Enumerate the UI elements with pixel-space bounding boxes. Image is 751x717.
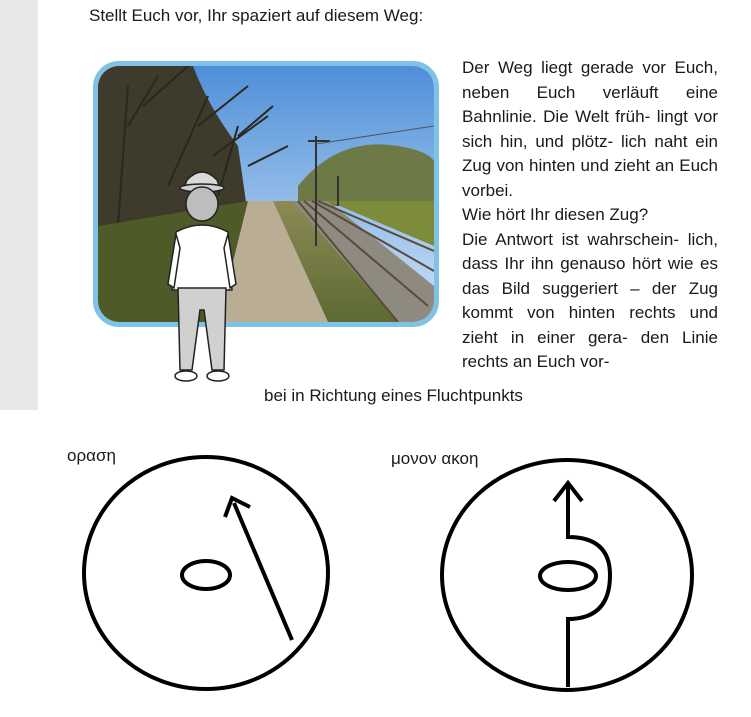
story-line: eine Bahnlinie. Die Welt früh- [462,82,718,126]
story-line: der Zug kommt von hinten [462,278,718,322]
story-line: und zieht an Euch vorbei. [462,156,718,200]
hearing-diagram [440,455,695,700]
story-line: wie es das Bild suggeriert – [462,254,718,298]
hearing-listener-ellipse [540,562,596,590]
story-text [462,56,718,375]
story-line: den Linie rechts an Euch vor- [462,327,718,371]
story-line: Der Weg liegt gerade vor [462,58,666,77]
story-line: rechts und zieht in einer gera- [462,303,718,347]
person-illustration [166,160,238,392]
story-tail-line: bei in Richtung eines Fluchtpunkts [264,386,523,405]
path-railway-photo [93,61,439,327]
vision-listener-ellipse [182,561,230,589]
vision-circle [84,457,328,689]
story-line: Wie hört Ihr diesen Zug? [462,205,649,224]
intro-text: Stellt Euch vor, Ihr spaziert auf diesem Weg: [89,6,424,25]
vision-train-path [234,503,292,640]
story-line: lich naht ein Zug von hinten [462,131,718,175]
story-line: Euch, neben Euch verläuft [462,58,718,102]
vision-diagram [82,455,332,695]
story-line: Die Antwort ist wahrschein- [462,229,680,249]
hearing-label: μονον ακοη [391,449,479,468]
vision-label: οραση [67,446,116,465]
left-margin-bar [0,0,38,410]
story-line: lich, dass Ihr ihn genauso hört [462,229,718,273]
story-line: lingt vor sich hin, und plötz- [462,107,718,151]
